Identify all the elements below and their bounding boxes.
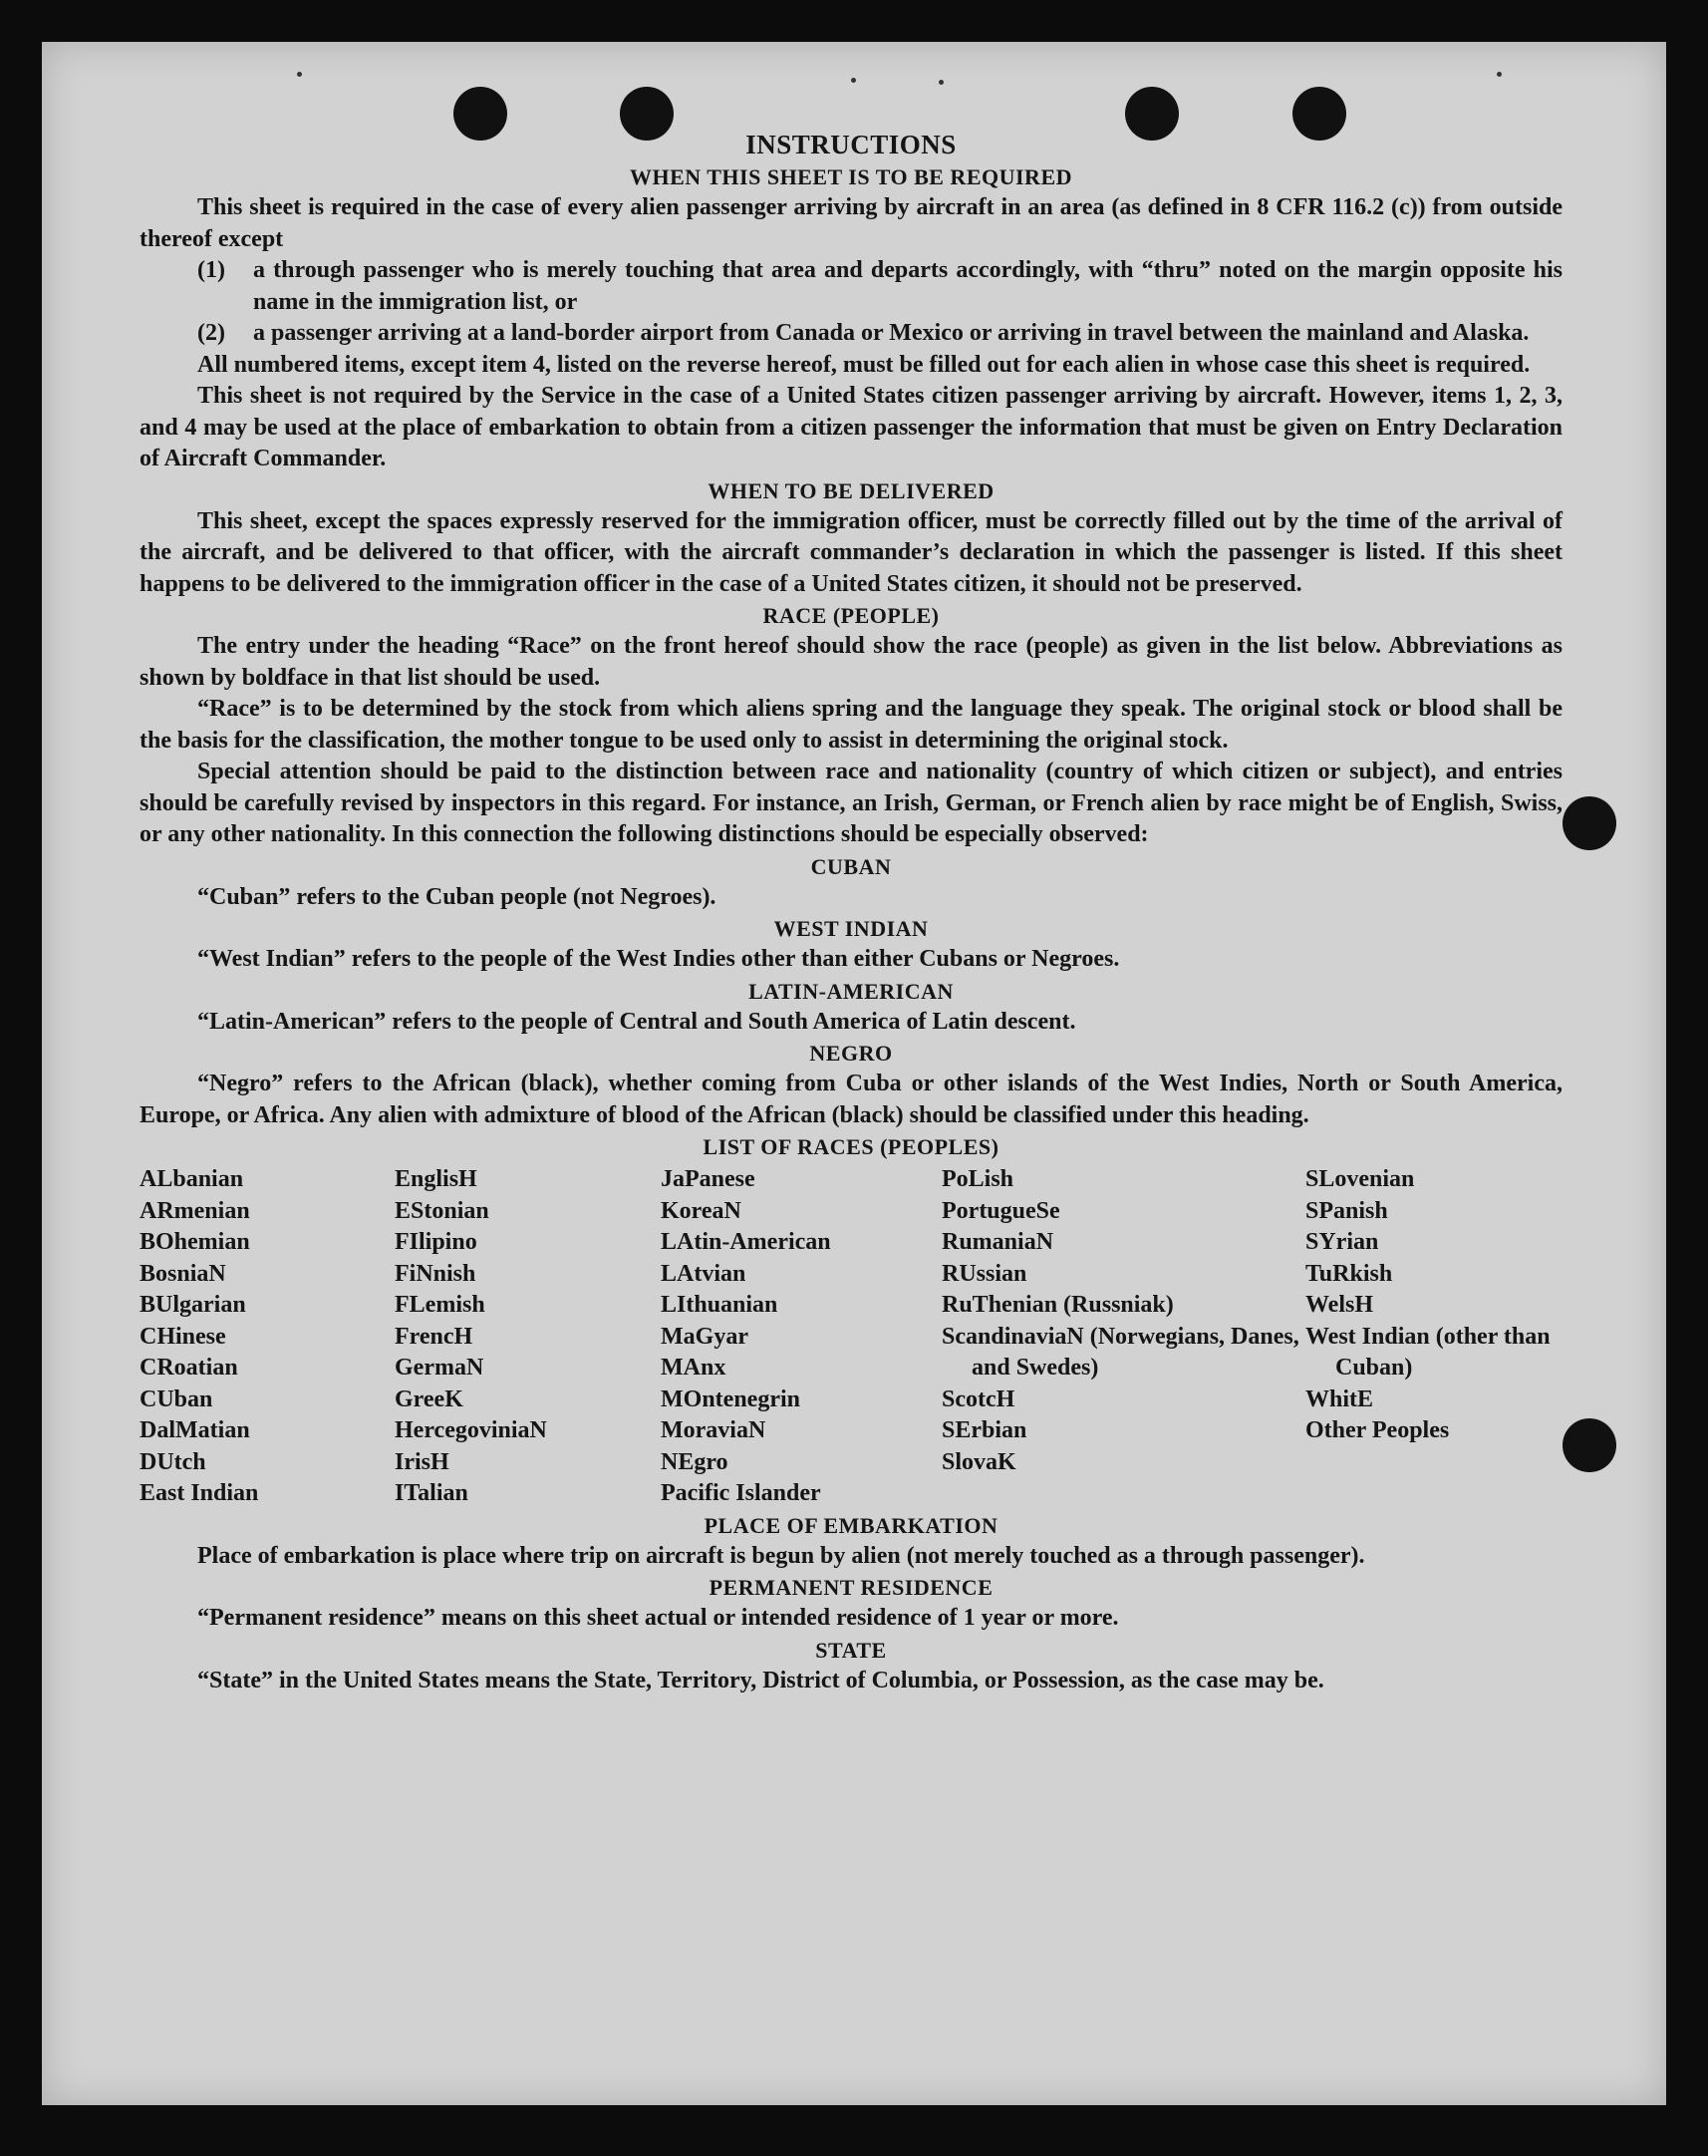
race-item: MaGyar (661, 1323, 748, 1350)
race-list (140, 1164, 1563, 1510)
paragraph: Special attention should be paid to the distinction between race and nationality (country of which citizen or subject), and entries should be carefully revised by inspectors in this regard. For instance, an Irish, German, or French alien by race might be of English, Swiss, or any other nationality. In this connection the following distinctions should be especially observed: (140, 759, 1563, 847)
paragraph: “West Indian” refers to the people of the West Indies other than either Cubans or Negroes. (197, 946, 1120, 972)
paragraph: “State” in the United States means the State, Territory, District of Columbia, or Possession, as the case may be. (197, 1667, 1324, 1694)
race-item: SErbian (942, 1417, 1027, 1443)
paragraph: The entry under the heading “Race” on the front hereof should show the race (people) as given in the list below. Abbreviations as shown by boldface in that list should be used. (140, 633, 1563, 691)
race-item: TuRkish (1305, 1260, 1393, 1287)
race-column (1305, 1164, 1563, 1510)
race-item: FiNnish (395, 1260, 476, 1287)
item-number: (2) (197, 320, 225, 346)
race-item: JaPanese (661, 1166, 755, 1192)
speck (1497, 72, 1502, 77)
race-column (140, 1164, 395, 1510)
race-item: FrencH (395, 1323, 473, 1350)
race-item: MAnx (661, 1355, 726, 1381)
race-item: West Indian (other than Cuban) (1305, 1323, 1551, 1381)
paragraph: This sheet is not required by the Service in the case of a United States citizen passenger arriving by aircraft. However, items 1, 2, 3, and 4 may be used at the place of embarkation to obtain from a citizen passenger the information that must be given on Entry Declaration of Aircraft Commander. (140, 383, 1563, 471)
race-column (395, 1164, 661, 1510)
race-item: BUlgarian (140, 1292, 246, 1318)
race-item: RuThenian (Russniak) (942, 1292, 1174, 1318)
race-item: WelsH (1305, 1292, 1374, 1318)
list-item (197, 318, 1563, 350)
race-item: SYrian (1305, 1229, 1379, 1255)
heading-when-delivered: WHEN TO BE DELIVERED (708, 477, 995, 503)
race-item: LAtin-American (661, 1229, 831, 1255)
race-item: WhitE (1305, 1386, 1374, 1412)
race-item: MOntenegrin (661, 1386, 800, 1412)
race-item: Other Peoples (1305, 1417, 1450, 1443)
heading-place-of-embarkation: PLACE OF EMBARKATION (704, 1512, 998, 1538)
race-item: PoLish (942, 1166, 1014, 1192)
race-item: DalMatian (140, 1417, 250, 1443)
race-item: ALbanian (140, 1166, 244, 1192)
race-item: GreeK (395, 1386, 463, 1412)
paragraph: Place of embarkation is place where trip on aircraft is begun by alien (not merely touched as a through passenger). (197, 1542, 1365, 1569)
heading-latin-american: LATIN-AMERICAN (748, 978, 954, 1004)
instructions-text (140, 128, 1563, 1696)
race-item: PortugueSe (942, 1197, 1060, 1224)
paragraph: “Permanent residence” means on this sheet actual or intended residence of 1 year or more. (197, 1605, 1119, 1631)
heading-race: RACE (PEOPLE) (762, 603, 940, 628)
race-item: CHinese (140, 1323, 226, 1350)
list-item (197, 255, 1563, 318)
race-column (942, 1164, 1305, 1510)
race-item: East Indian (140, 1480, 259, 1506)
race-item: CRoatian (140, 1355, 238, 1381)
race-item: ScandinaviaN (Norwegians, Danes, and Swedes) (942, 1323, 1299, 1381)
race-item: SlovaK (942, 1448, 1016, 1475)
heading-list-of-races: LIST OF RACES (PEOPLES) (703, 1134, 999, 1159)
race-item: IrisH (395, 1448, 449, 1475)
speck (939, 80, 944, 85)
paragraph: “Cuban” refers to the Cuban people (not Negroes). (197, 883, 716, 910)
speck (297, 72, 302, 77)
heading-state: STATE (815, 1637, 887, 1663)
paragraph: “Latin-American” refers to the people of Central and South America of Latin descent. (197, 1008, 1076, 1035)
race-item: LAtvian (661, 1260, 746, 1287)
heading-when-required: WHEN THIS SHEET IS TO BE REQUIRED (629, 164, 1073, 189)
paragraph: All numbered items, except item 4, listed on the reverse hereof, must be filled out for each alien in whose case this sheet is required. (197, 351, 1531, 378)
race-item: SPanish (1305, 1197, 1388, 1224)
race-item: NEgro (661, 1448, 728, 1475)
race-item: LIthuanian (661, 1292, 778, 1318)
paragraph: “Race” is to be determined by the stock from which aliens spring and the language they speak. The original stock or blood shall be the basis for the classification, the mother tongue to be used only to assist in determining the original stock. (140, 696, 1563, 754)
race-item: HercegoviniaN (395, 1417, 547, 1443)
item-text: a passenger arriving at a land-border airport from Canada or Mexico or arriving in travel between the mainland and Alaska. (253, 320, 1530, 346)
race-item: RumaniaN (942, 1229, 1054, 1255)
race-item: FIlipino (395, 1229, 477, 1255)
race-item: BOhemian (140, 1229, 250, 1255)
race-column (661, 1164, 942, 1510)
race-item: Pacific Islander (661, 1480, 821, 1506)
heading-cuban: CUBAN (810, 853, 892, 879)
heading-negro: NEGRO (809, 1041, 893, 1066)
heading-permanent-residence: PERMANENT RESIDENCE (709, 1575, 994, 1600)
race-item: KoreaN (661, 1197, 741, 1224)
page-title: INSTRUCTIONS (745, 130, 957, 159)
race-item: EnglisH (395, 1166, 477, 1192)
exception-list (197, 255, 1563, 350)
punch-hole (1563, 1418, 1616, 1472)
race-item: BosniaN (140, 1260, 226, 1287)
race-item: SLovenian (1305, 1166, 1415, 1192)
race-item: ARmenian (140, 1197, 250, 1224)
heading-west-indian: WEST INDIAN (773, 916, 929, 941)
race-item: CUban (140, 1386, 213, 1412)
race-item: GermaN (395, 1355, 484, 1381)
race-item: ITalian (395, 1480, 468, 1506)
punch-hole (1563, 796, 1616, 850)
race-item: EStonian (395, 1197, 489, 1224)
speck (851, 78, 856, 83)
race-item: FLemish (395, 1292, 485, 1318)
paragraph: This sheet, except the spaces expressly reserved for the immigration officer, must be correctly filled out by the time of the arrival of the aircraft, and be delivered to that officer, with the aircraft commander’s declaration in which the passenger is listed. If this sheet happens to be delivered to the immigration officer in the case of a United States citizen, it should not be preserved. (140, 507, 1563, 597)
item-text: a through passenger who is merely touching that area and departs accordingly, with “thru” noted on the margin opposite his name in the immigration list, or (253, 257, 1563, 315)
race-item: RUssian (942, 1260, 1027, 1287)
paragraph: “Negro” refers to the African (black), whether coming from Cuba or other islands of the West Indies, North or South America, Europe, or Africa. Any alien with admixture of blood of the African (black) should be classified under this heading. (140, 1071, 1563, 1128)
race-item: DUtch (140, 1448, 206, 1475)
paragraph: This sheet is required in the case of every alien passenger arriving by aircraft in an area (as defined in 8 CFR 116.2 (c)) from outside thereof except (140, 194, 1563, 252)
race-item: ScotcH (942, 1386, 1015, 1412)
item-number: (1) (197, 257, 225, 283)
race-item: MoraviaN (661, 1417, 766, 1443)
